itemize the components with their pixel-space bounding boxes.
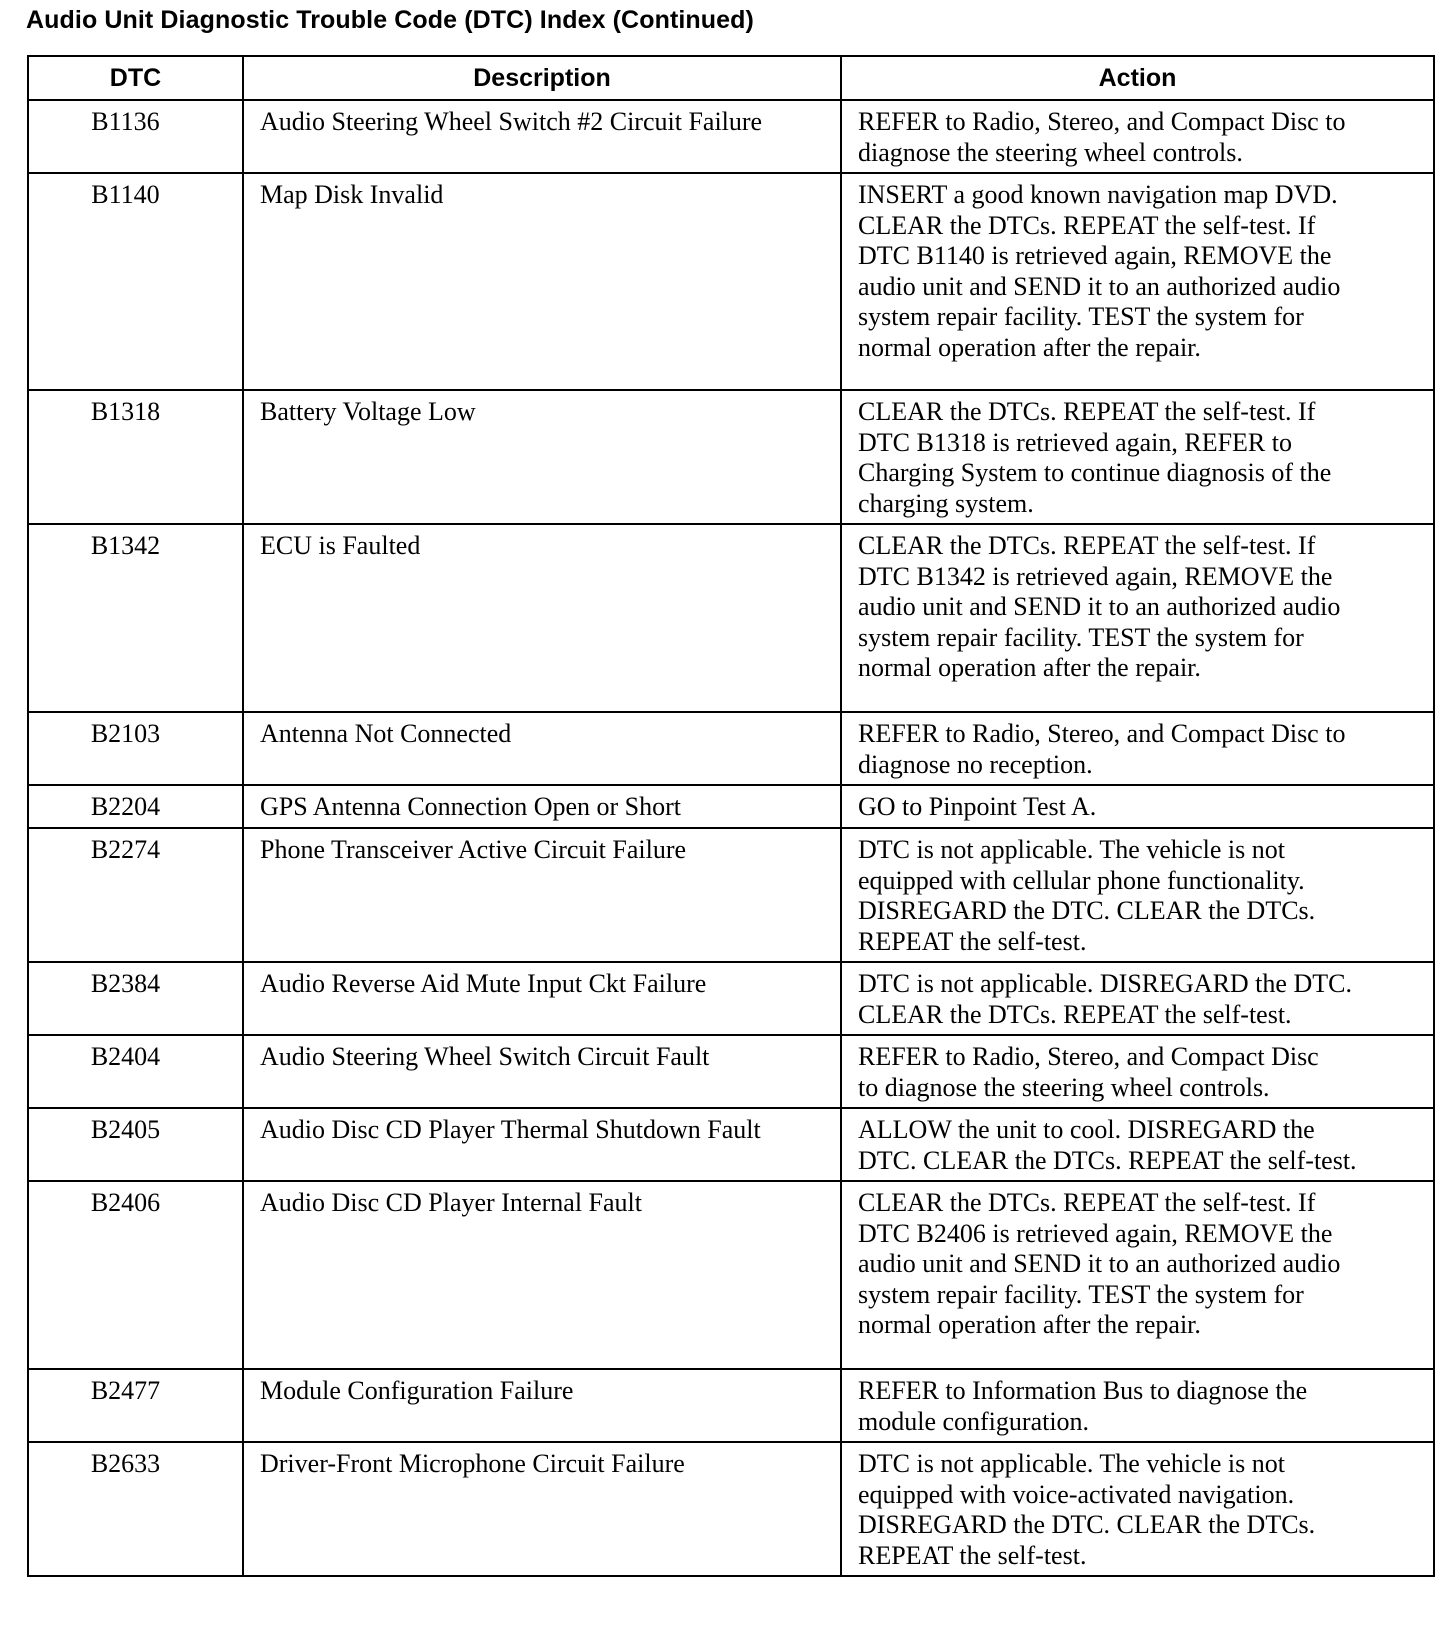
header-description: Description xyxy=(243,56,841,100)
dtc-description: GPS Antenna Connection Open or Short xyxy=(243,785,841,828)
dtc-code: B2633 xyxy=(28,1442,243,1576)
dtc-code: B2405 xyxy=(28,1108,243,1181)
dtc-code: B2404 xyxy=(28,1035,243,1108)
dtc-code: B1342 xyxy=(28,524,243,712)
dtc-code: B1140 xyxy=(28,173,243,390)
dtc-description: Audio Steering Wheel Switch #2 Circuit Failure xyxy=(243,100,841,173)
dtc-action: DTC is not applicable. DISREGARD the DTC. CLEAR the DTCs. REPEAT the self-test. xyxy=(841,962,1434,1035)
dtc-action: ALLOW the unit to cool. DISREGARD the DTC. CLEAR the DTCs. REPEAT the self-test. xyxy=(841,1108,1434,1181)
table-row xyxy=(28,1369,1434,1442)
dtc-description: Battery Voltage Low xyxy=(243,390,841,524)
dtc-action: REFER to Radio, Stereo, and Compact Disc to diagnose the steering wheel controls. xyxy=(841,100,1434,173)
page-title: Audio Unit Diagnostic Trouble Code (DTC) Index (Continued) xyxy=(26,6,754,34)
dtc-action: REFER to Radio, Stereo, and Compact Disc to diagnose no reception. xyxy=(841,712,1434,785)
dtc-action: REFER to Information Bus to diagnose the module configuration. xyxy=(841,1369,1434,1442)
table-row xyxy=(28,100,1434,173)
dtc-description: Module Configuration Failure xyxy=(243,1369,841,1442)
dtc-action: INSERT a good known navigation map DVD. CLEAR the DTCs. REPEAT the self-test. If DTC B1140 is retrieved again, REMOVE the audio unit and SEND it to an authorized audio system repair facility. TEST the system for normal operation after the repair. xyxy=(841,173,1434,390)
dtc-action: DTC is not applicable. The vehicle is not equipped with voice-activated navigation. DISREGARD the DTC. CLEAR the DTCs. REPEAT the self-test. xyxy=(841,1442,1434,1576)
dtc-description: Audio Steering Wheel Switch Circuit Fault xyxy=(243,1035,841,1108)
dtc-action: DTC is not applicable. The vehicle is not equipped with cellular phone functionality. DISREGARD the DTC. CLEAR the DTCs. REPEAT the self-test. xyxy=(841,828,1434,962)
table-row xyxy=(28,962,1434,1035)
table-row xyxy=(28,1181,1434,1369)
dtc-description: Audio Reverse Aid Mute Input Ckt Failure xyxy=(243,962,841,1035)
header-action: Action xyxy=(841,56,1434,100)
dtc-code: B2103 xyxy=(28,712,243,785)
dtc-description: Driver-Front Microphone Circuit Failure xyxy=(243,1442,841,1576)
dtc-action: REFER to Radio, Stereo, and Compact Disc to diagnose the steering wheel controls. xyxy=(841,1035,1434,1108)
dtc-action: CLEAR the DTCs. REPEAT the self-test. If DTC B1342 is retrieved again, REMOVE the audio unit and SEND it to an authorized audio system repair facility. TEST the system for normal operation after the repair. xyxy=(841,524,1434,712)
table-row xyxy=(28,1442,1434,1576)
dtc-description: Audio Disc CD Player Thermal Shutdown Fault xyxy=(243,1108,841,1181)
dtc-action: CLEAR the DTCs. REPEAT the self-test. If DTC B1318 is retrieved again, REFER to Charging System to continue diagnosis of the charging system. xyxy=(841,390,1434,524)
table-row xyxy=(28,1035,1434,1108)
table-row xyxy=(28,712,1434,785)
dtc-action: GO to Pinpoint Test A. xyxy=(841,785,1434,828)
dtc-code: B1136 xyxy=(28,100,243,173)
dtc-code: B2204 xyxy=(28,785,243,828)
dtc-code: B2274 xyxy=(28,828,243,962)
table-row xyxy=(28,785,1434,828)
table-header-row xyxy=(28,56,1434,100)
header-dtc: DTC xyxy=(28,56,243,100)
table-row xyxy=(28,390,1434,524)
dtc-action: CLEAR the DTCs. REPEAT the self-test. If DTC B2406 is retrieved again, REMOVE the audio unit and SEND it to an authorized audio system repair facility. TEST the system for normal operation after the repair. xyxy=(841,1181,1434,1369)
table-row xyxy=(28,1108,1434,1181)
dtc-code: B2384 xyxy=(28,962,243,1035)
dtc-code: B1318 xyxy=(28,390,243,524)
dtc-description: Phone Transceiver Active Circuit Failure xyxy=(243,828,841,962)
dtc-description: Audio Disc CD Player Internal Fault xyxy=(243,1181,841,1369)
table-row xyxy=(28,524,1434,712)
dtc-description: Map Disk Invalid xyxy=(243,173,841,390)
dtc-description: Antenna Not Connected xyxy=(243,712,841,785)
table-row xyxy=(28,173,1434,390)
dtc-code: B2477 xyxy=(28,1369,243,1442)
dtc-index-table xyxy=(27,55,1435,1577)
table-row xyxy=(28,828,1434,962)
dtc-description: ECU is Faulted xyxy=(243,524,841,712)
dtc-code: B2406 xyxy=(28,1181,243,1369)
